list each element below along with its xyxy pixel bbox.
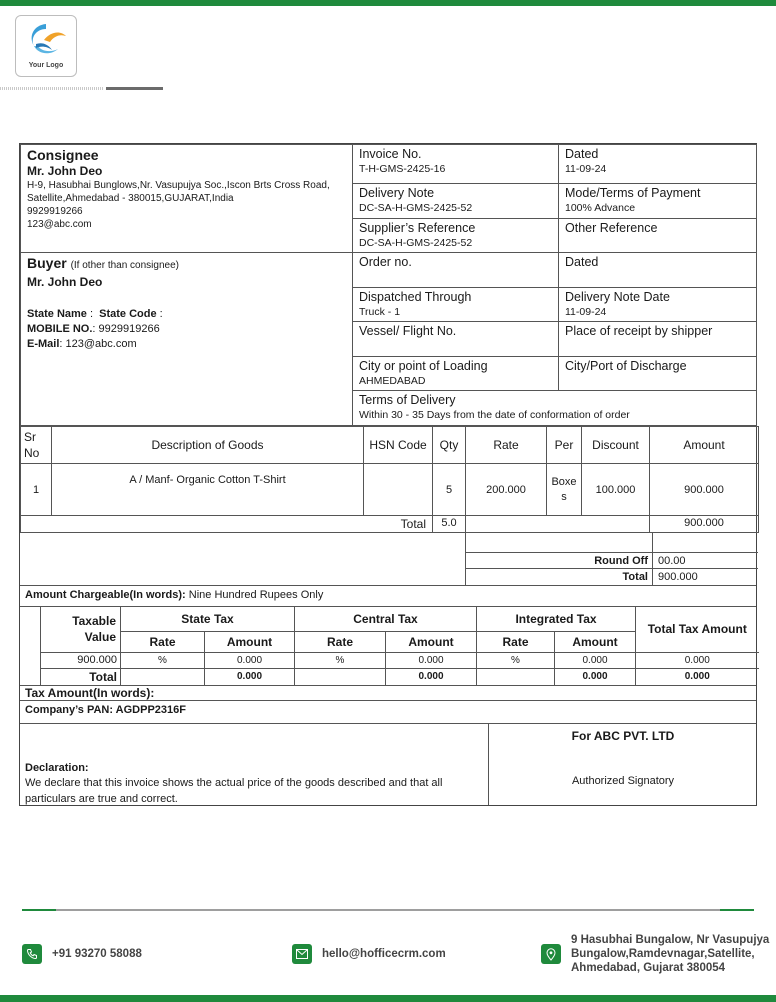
row-rate: 200.000	[466, 464, 547, 516]
company-logo	[15, 15, 77, 77]
tax-s-amt: 0.000	[205, 652, 295, 668]
authorized-signatory: Authorized Signatory	[571, 774, 675, 787]
discharge-label: City/Port of Discharge	[565, 359, 687, 373]
total-row	[21, 516, 759, 533]
footer-email	[292, 944, 446, 964]
top-accent-bar	[0, 0, 776, 6]
footer-rule	[56, 909, 720, 911]
terms-value: Within 30 - 35 Days from the date of conformation of order	[359, 409, 630, 421]
taxable-header: Taxable Value	[41, 607, 121, 652]
row-per: Boxes	[547, 464, 582, 516]
total-tax-header: Total Tax Amount	[636, 607, 759, 652]
dispatched-cell	[353, 288, 559, 322]
vessel-label: Vessel/ Flight No.	[359, 324, 457, 338]
tax-words: Tax Amount(In words):	[20, 686, 756, 701]
declaration-label: Declaration:	[25, 761, 89, 774]
mail-icon	[292, 944, 312, 964]
tax-total: 0.000	[636, 652, 759, 668]
state-tax-header: State Tax	[121, 607, 295, 631]
tax-i-rate: %	[477, 652, 555, 668]
consignee-phone: 9929919266	[27, 206, 83, 217]
row-desc: A / Manf- Organic Cotton T-Shirt	[52, 464, 364, 516]
invoice-no-cell	[353, 145, 559, 184]
grand-total-value: 900.000	[658, 571, 698, 583]
consignee-name: Mr. John Deo	[27, 164, 103, 178]
s-rate-header: Rate	[121, 631, 205, 652]
supplier-ref-cell	[353, 219, 559, 253]
tax-total-s: 0.000	[205, 668, 295, 685]
footer-phone	[22, 944, 142, 964]
buyer-email-line: E-Mail: 123@abc.com	[27, 338, 137, 350]
round-off-label: Round Off	[594, 555, 648, 567]
row-hsn	[364, 464, 433, 516]
i-rate-header: Rate	[477, 631, 555, 652]
consignee-address: H-9, Hasubhai Bunglows,Nr. Vasupujya Soc.,Iscon Brts Cross Road, Satellite,Ahmedabad - 380015,GUJARAT,India	[27, 180, 330, 204]
payment-terms-value: 100% Advance	[565, 202, 636, 214]
loading-cell	[353, 357, 559, 391]
phone-icon	[22, 944, 42, 964]
tax-total-i: 0.000	[555, 668, 636, 685]
logo-text: Your Logo	[28, 62, 64, 69]
delivery-note-cell	[353, 184, 559, 219]
terms-label: Terms of Delivery	[359, 393, 456, 407]
footer-rule-right	[720, 909, 754, 911]
tax-taxable: 900.000	[41, 652, 121, 668]
tax-total-all: 0.000	[636, 668, 759, 685]
amount-header: Amount	[650, 427, 759, 464]
rate-header: Rate	[466, 427, 547, 464]
declaration-text: We declare that this invoice shows the actual price of the goods described and that all particulars are true and correct.	[25, 776, 443, 805]
total-qty: 5.0	[433, 516, 466, 533]
row-qty: 5	[433, 464, 466, 516]
tax-i-amt: 0.000	[555, 652, 636, 668]
mobile-line: MOBILE NO.: 9929919266	[27, 323, 160, 335]
footer-address	[541, 933, 769, 975]
dated-value: 11-09-24	[565, 163, 607, 175]
buyer-heading-line	[27, 255, 346, 274]
row-sr: 1	[21, 464, 52, 516]
tax-c-amt: 0.000	[386, 652, 477, 668]
loading-value: AHMEDABAD	[359, 375, 426, 387]
discount-header: Discount	[582, 427, 650, 464]
amount-words-label: Amount Chargeable(In words):	[25, 589, 186, 601]
total-amount: 900.000	[650, 516, 759, 533]
header-rule	[0, 87, 104, 90]
grand-total-label: Total	[622, 571, 648, 583]
state-line: State Name : State Code :	[27, 308, 163, 320]
supplier-ref-value: DC-SA-H-GMS-2425-52	[359, 237, 473, 249]
buyer-note: (If other than consignee)	[70, 260, 179, 271]
invoice-no-label: Invoice No.	[359, 147, 422, 161]
dispatched-value: Truck - 1	[359, 306, 401, 318]
invoice-header	[20, 144, 757, 426]
delivery-note-value: DC-SA-H-GMS-2425-52	[359, 202, 473, 214]
s-amount-header: Amount	[205, 631, 295, 652]
i-amount-header: Amount	[555, 631, 636, 652]
vessel-cell	[353, 322, 559, 357]
footer-rule-left	[22, 909, 56, 911]
amount-words	[20, 586, 756, 607]
row-discount: 100.000	[582, 464, 650, 516]
for-company: For ABC PVT. LTD	[571, 728, 675, 743]
delivery-note-date-cell	[559, 288, 757, 322]
hsn-header: HSN Code	[364, 427, 433, 464]
sr-header: Sr No	[21, 427, 52, 464]
tax-table-wrap	[20, 607, 756, 686]
buyer-name: Mr. John Deo	[27, 275, 103, 289]
dispatched-label: Dispatched Through	[359, 290, 472, 304]
loading-label: City or point of Loading	[359, 359, 488, 373]
dated-label: Dated	[565, 147, 599, 161]
phone-text: +91 93270 58088	[52, 948, 142, 960]
qty-header: Qty	[433, 427, 466, 464]
table-row	[41, 652, 759, 668]
delivery-note-date-label: Delivery Note Date	[565, 290, 670, 304]
discharge-cell	[559, 357, 757, 391]
header-rule-dark	[106, 87, 163, 90]
tax-c-rate: %	[295, 652, 386, 668]
order-dated-label: Dated	[565, 255, 599, 269]
roundoff-block	[20, 533, 756, 586]
other-ref-cell	[559, 219, 757, 253]
per-header: Per	[547, 427, 582, 464]
invoice-table	[19, 143, 757, 806]
c-rate-header: Rate	[295, 631, 386, 652]
receipt-label: Place of receipt by shipper	[565, 324, 713, 338]
buyer-block	[21, 253, 353, 426]
declaration-block	[20, 724, 756, 805]
tax-total-label: Total	[41, 668, 121, 685]
row-amount: 900.000	[650, 464, 759, 516]
c-amount-header: Amount	[386, 631, 477, 652]
consignee-heading: Consignee	[27, 147, 99, 163]
terms-cell	[353, 391, 757, 426]
invoice-no-value: T-H-GMS-2425-16	[359, 163, 446, 175]
amount-words-value: Nine Hundred Rupees Only	[188, 589, 324, 601]
bottom-accent-bar	[0, 995, 776, 1002]
signature-box	[488, 724, 757, 805]
delivery-note-label: Delivery Note	[359, 186, 435, 200]
order-no-label: Order no.	[359, 255, 412, 269]
delivery-note-date-value: 11-09-24	[565, 306, 607, 318]
supplier-ref-label: Supplier’s Reference	[359, 221, 476, 235]
declaration	[20, 761, 480, 807]
round-off-value: 00.00	[658, 555, 686, 567]
receipt-cell	[559, 322, 757, 357]
email-text: hello@hofficecrm.com	[322, 948, 446, 960]
dated-cell	[559, 145, 757, 184]
desc-header: Description of Goods	[52, 427, 364, 464]
payment-terms-cell	[559, 184, 757, 219]
order-no-cell	[353, 253, 559, 288]
order-dated-cell	[559, 253, 757, 288]
logo-icon	[16, 16, 78, 62]
integrated-tax-header: Integrated Tax	[477, 607, 636, 631]
buyer-heading: Buyer	[27, 255, 67, 271]
payment-terms-label: Mode/Terms of Payment	[565, 186, 701, 200]
table-row	[21, 464, 759, 516]
tax-total-row	[41, 668, 759, 685]
consignee-email: 123@abc.com	[27, 219, 92, 230]
tax-table	[40, 607, 759, 685]
company-pan: Company’s PAN: AGDPP2316F	[20, 701, 756, 724]
total-label: Total	[21, 516, 433, 533]
tax-s-rate: %	[121, 652, 205, 668]
central-tax-header: Central Tax	[295, 607, 477, 631]
address-text: 9 Hasubhai Bungalow, Nr Vasupujya Bungalow,Ramdevnagar,Satellite, Ahmedabad, Gujarat 380054	[571, 934, 770, 974]
total-blank	[466, 516, 650, 533]
location-icon	[541, 944, 561, 964]
goods-table	[20, 426, 759, 533]
other-ref-label: Other Reference	[565, 221, 658, 235]
tax-total-c: 0.000	[386, 668, 477, 685]
consignee-block	[21, 145, 353, 253]
